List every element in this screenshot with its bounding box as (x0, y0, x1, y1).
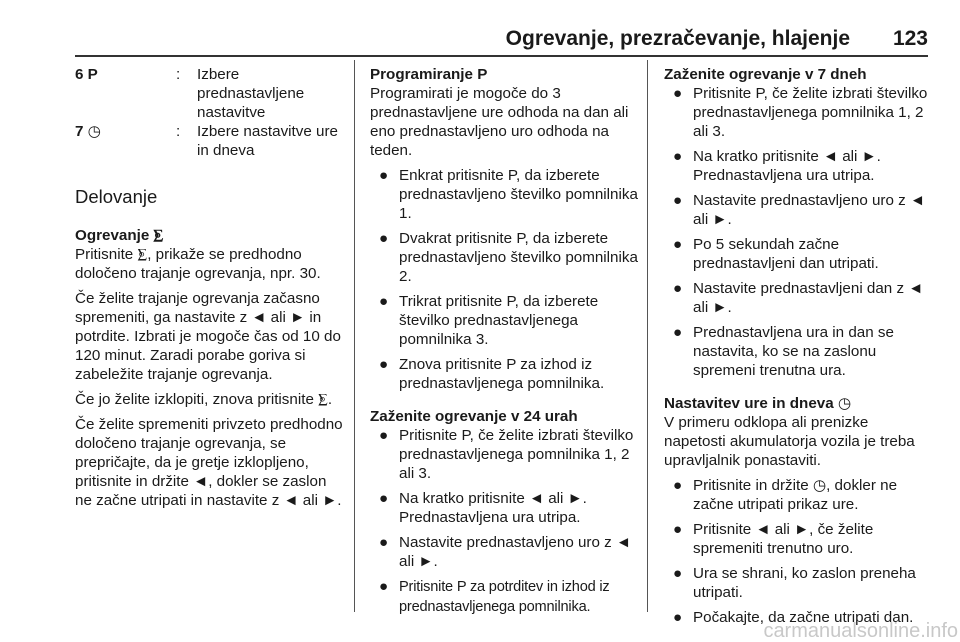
bullet-icon: ● (379, 167, 389, 184)
bullet-icon: ● (673, 565, 683, 582)
list-item (664, 564, 930, 602)
bullet-icon: ● (379, 230, 389, 247)
list-item-text: Dvakrat pritisnite P, da izberete prednastavljeno številko pomnilnika 2. (399, 230, 638, 285)
list-item (664, 520, 930, 558)
subheading-heating: Ogrevanje ⨊ (75, 227, 164, 244)
legend-row-presets (75, 65, 347, 122)
list-item-text: Počakajte, da začne utripati dan. (693, 609, 914, 626)
list-item (664, 476, 930, 514)
subheading-24h: Zaženite ogrevanje v 24 urah (370, 408, 578, 425)
list-item-text: Pritisnite in držite ◷, dokler ne začne utripati prikaz ure. (693, 477, 898, 513)
column-1 (75, 65, 347, 516)
paragraph: V primeru odklopa ali prenizke napetosti akumulatorja vozila je treba upravljalnik ponastaviti. (664, 414, 915, 469)
list-item (664, 191, 930, 229)
legend-colon: : (176, 66, 181, 83)
page-number: 123 (892, 27, 928, 50)
legend-desc: Izbere prednastavljene nastavitve (197, 66, 305, 121)
bullet-icon: ● (673, 609, 683, 626)
list-item (370, 577, 638, 617)
bullet-list (370, 166, 638, 393)
list-item-text: Pritisnite P, če želite izbrati številko prednastavljenega pomnilnika 1, 2 ali 3. (399, 427, 634, 482)
bullet-icon: ● (673, 85, 683, 102)
column-divider-2 (647, 60, 648, 612)
legend-colon: : (176, 123, 181, 140)
bullet-list (370, 426, 638, 617)
legend-desc: Izbere nastavitve ure in dneva (197, 123, 338, 159)
bullet-icon: ● (673, 521, 683, 538)
bullet-icon: ● (379, 293, 389, 310)
paragraph: Če jo želite izklopiti, znova pritisnite ⨊. (75, 391, 333, 408)
list-item-text: Trikrat pritisnite P, da izberete številko prednastavljenega pomnilnika 3. (399, 293, 599, 348)
list-item (664, 279, 930, 317)
bullet-icon: ● (379, 534, 389, 551)
column-3 (664, 65, 930, 633)
list-item (370, 166, 638, 223)
list-item-text: Na kratko pritisnite ◄ ali ►. Prednastavljena ura utripa. (693, 148, 881, 184)
list-item (370, 533, 638, 571)
paragraph: Programirati je mogoče do 3 prednastavljene ure odhoda na dan ali eno prednastavljeno uro odhoda na teden. (370, 85, 629, 159)
bullet-icon: ● (379, 356, 389, 373)
list-item-text: Nastavite prednastavljeni dan z ◄ ali ►. (693, 280, 924, 316)
watermark: carmanualsonline.info (763, 620, 958, 642)
list-item-text: Pritisnite ◄ ali ►, če želite spremeniti trenutno uro. (693, 521, 874, 557)
section-title: Delovanje (75, 186, 158, 207)
bullet-icon: ● (379, 427, 389, 444)
bullet-icon: ● (379, 578, 389, 595)
list-item-text: Po 5 sekundah začne prednastavljeni dan utripati. (693, 236, 879, 272)
paragraph: Pritisnite ⨊, prikaže se predhodno določeno trajanje ogrevanja, npr. 30. (75, 246, 321, 282)
bullet-list (664, 84, 930, 380)
bullet-icon: ● (673, 148, 683, 165)
list-item-text: Pritisnite P, če želite izbrati številko prednastavljenega pomnilnika 1, 2 ali 3. (693, 85, 928, 140)
list-item (664, 235, 930, 273)
subheading-clock-setting: Nastavitev ure in dneva ◷ (664, 395, 852, 412)
bullet-icon: ● (673, 280, 683, 297)
paragraph: Če želite spremeniti privzeto predhodno določeno trajanje ogrevanja, se prepričajte, da je gretje izklopljeno, pritisnite in držite ◄, dokler se zaslon ne začne utripati in nastavite z ◄ ali ►. (75, 416, 343, 509)
column-2 (370, 65, 638, 623)
legend-row-clock (75, 122, 347, 160)
list-item (370, 489, 638, 527)
list-item-text: Enkrat pritisnite P, da izberete prednastavljeno številko pomnilnika 1. (399, 167, 638, 222)
legend-key: 6 P (75, 66, 98, 83)
header-rule (75, 55, 928, 57)
bullet-icon: ● (673, 192, 683, 209)
legend-key: 7 ◷ (75, 123, 101, 140)
list-item (664, 323, 930, 380)
subheading-7days: Zaženite ogrevanje v 7 dneh (664, 66, 867, 83)
list-item-text: Znova pritisnite P za izhod iz prednastavljenega pomnilnika. (399, 356, 605, 392)
list-item-text: Ura se shrani, ko zaslon preneha utripati. (693, 565, 916, 601)
header-title: Ogrevanje, prezračevanje, hlajenje (505, 27, 850, 50)
bullet-list (664, 476, 930, 627)
list-item (370, 426, 638, 483)
bullet-icon: ● (673, 477, 683, 494)
paragraph: Če želite trajanje ogrevanja začasno spremeniti, ga nastavite z ◄ ali ► in potrdite. Izbrati je mogoče čas od 10 do 120 minut. Zaradi porabe goriva si zabeležite trajanje ogrevanja. (75, 290, 341, 383)
bullet-icon: ● (379, 490, 389, 507)
list-item (664, 84, 930, 141)
bullet-icon: ● (673, 236, 683, 253)
column-divider-1 (354, 60, 355, 612)
list-item-text: Prednastavljena ura in dan se nastavita, ko se na zaslonu spremeni trenutna ura. (693, 324, 894, 379)
list-item (370, 355, 638, 393)
list-item (370, 229, 638, 286)
list-item-text: Nastavite prednastavljeno uro z ◄ ali ►. (693, 192, 925, 228)
list-item-text: Na kratko pritisnite ◄ ali ►. Prednastavljena ura utripa. (399, 490, 587, 526)
list-item-text: Nastavite prednastavljeno uro z ◄ ali ►. (399, 534, 631, 570)
list-item (664, 147, 930, 185)
list-item (370, 292, 638, 349)
list-item-text: Pritisnite P za potrditev in izhod iz prednastavljenega pomnilnika. (399, 579, 610, 615)
bullet-icon: ● (673, 324, 683, 341)
subheading-programming: Programiranje P (370, 66, 488, 83)
